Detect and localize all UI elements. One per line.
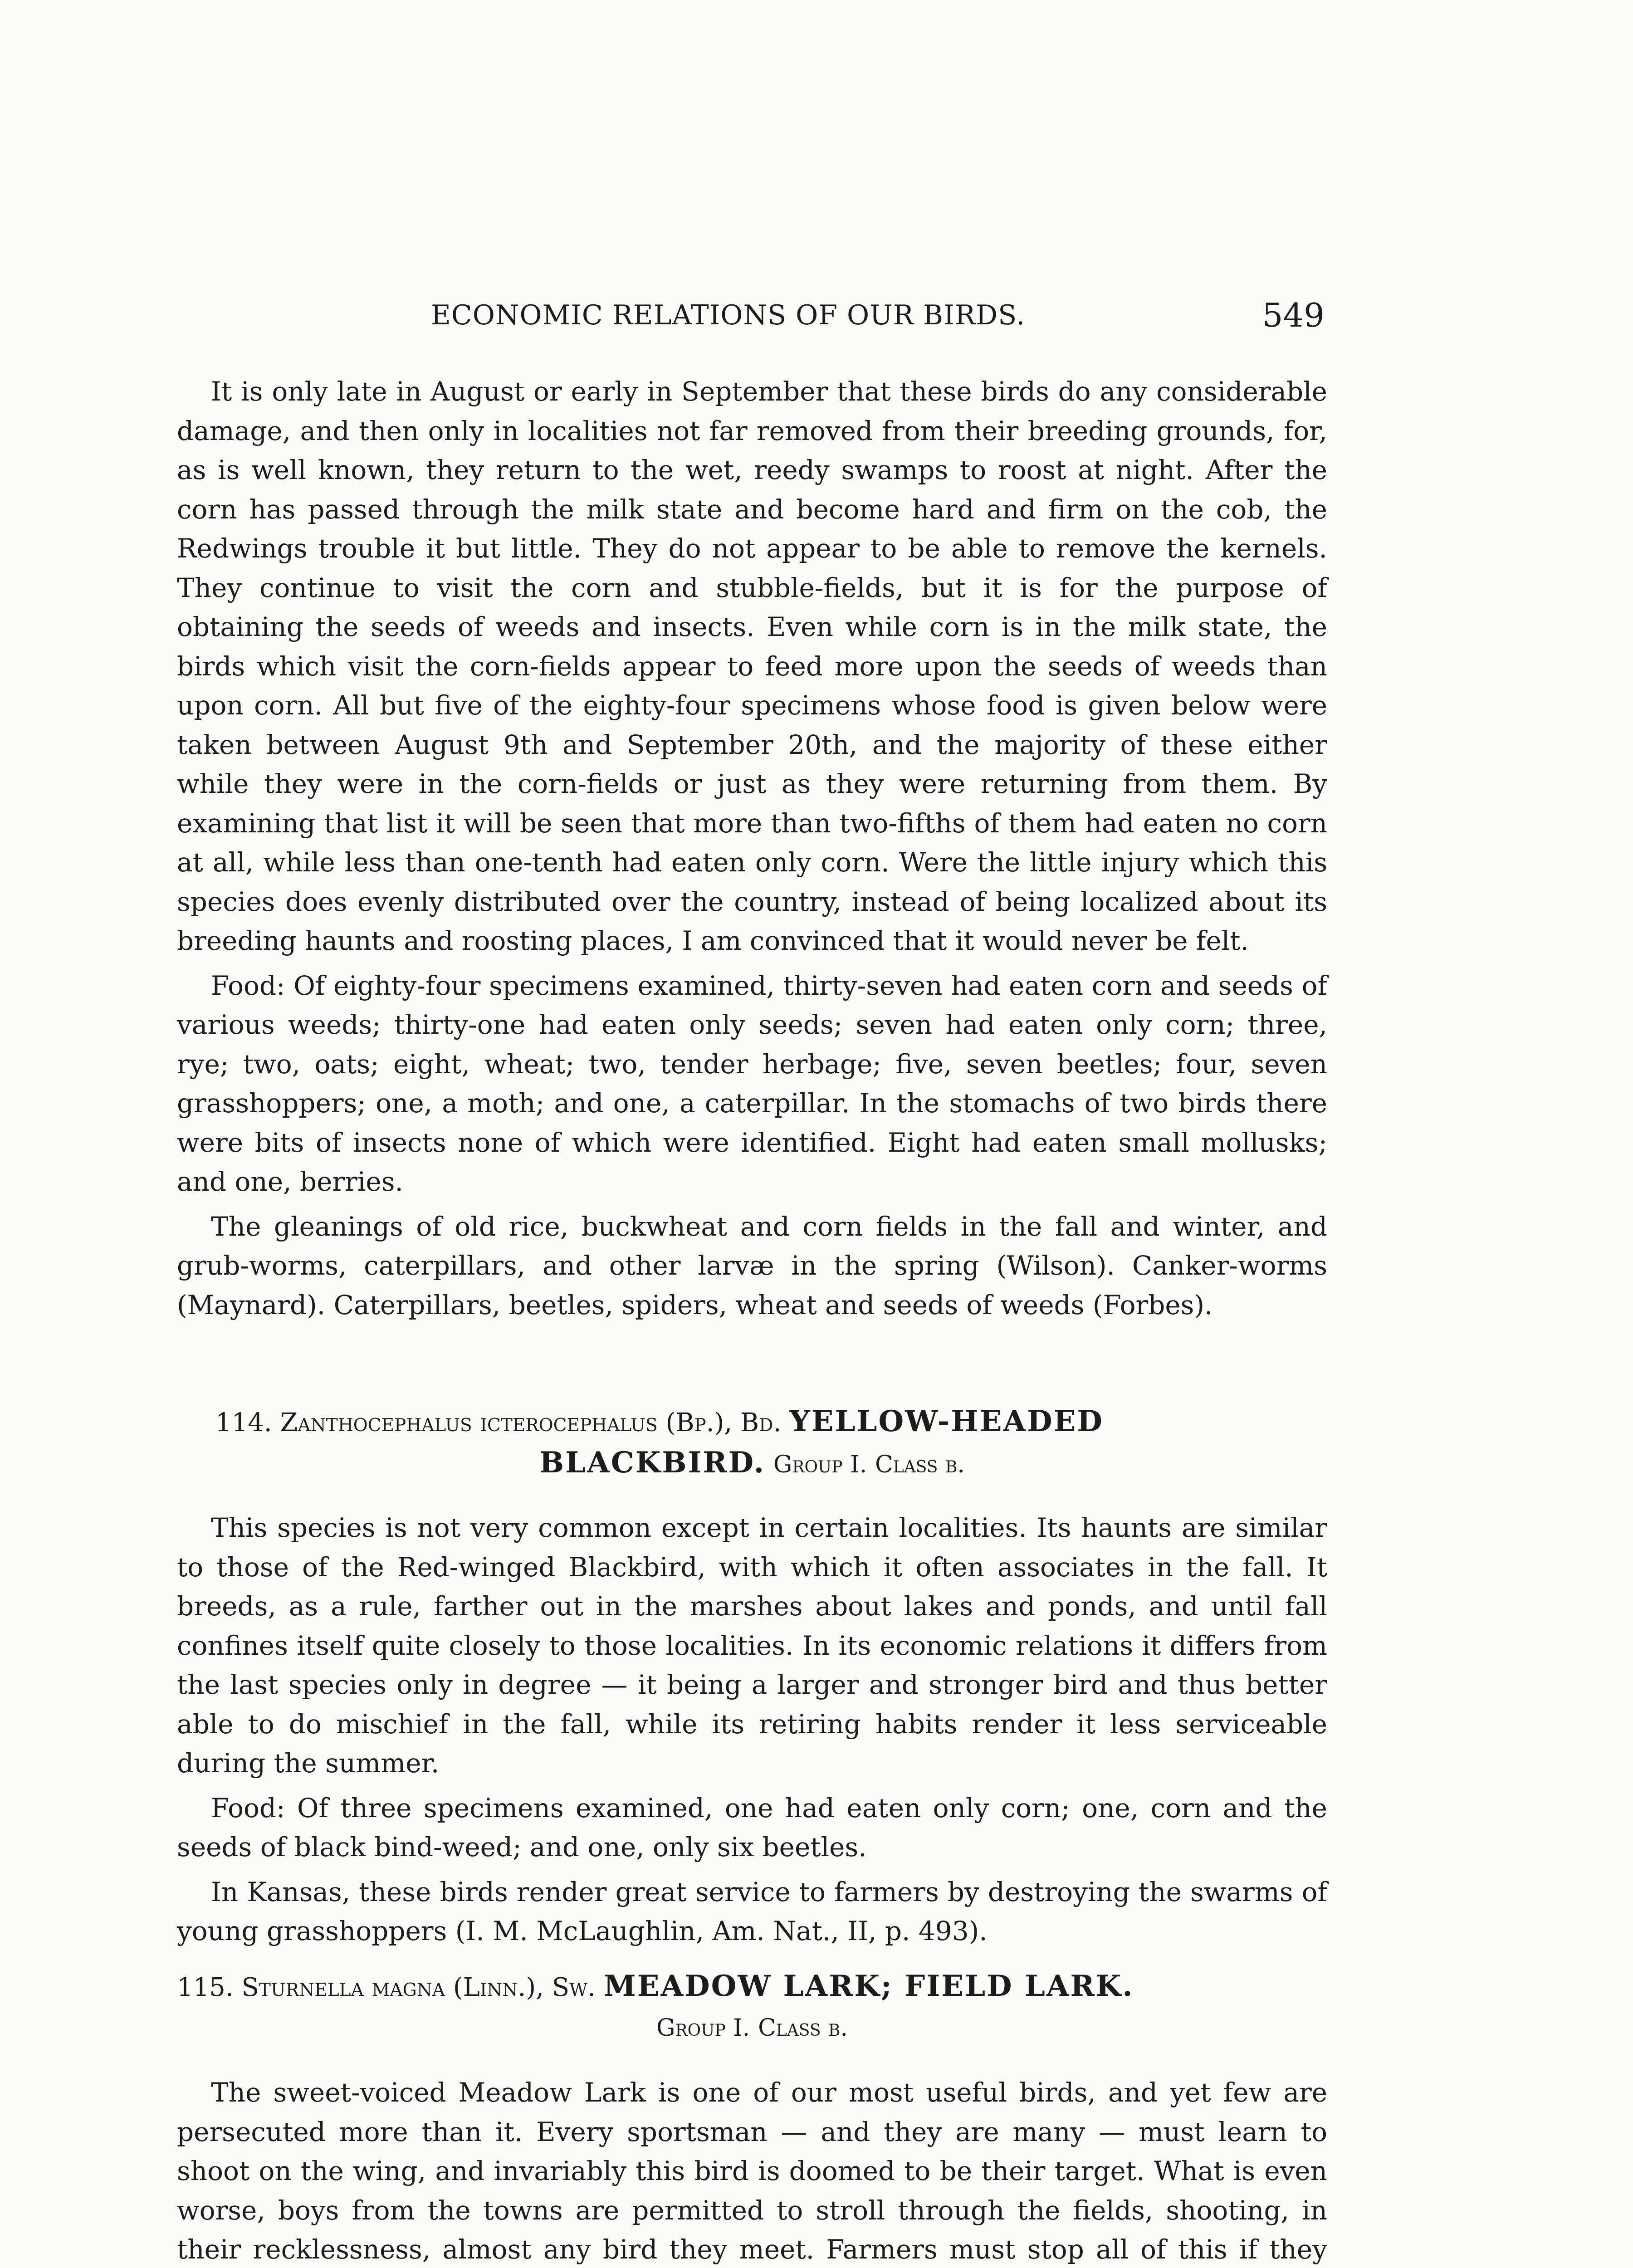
common-name-115: MEADOW LARK; FIELD LARK. xyxy=(603,1969,1134,2003)
running-title: ECONOMIC RELATIONS OF OUR BIRDS. xyxy=(431,299,1026,331)
redwing-paragraph-food: Food: Of eighty-four specimens examined, thirty-seven had eaten corn and seeds of various weeds; thirty-one had eaten only seeds; seven had eaten only corn; three, rye; two, oats; eight, wheat; two, tender herbage; five, seven beetles; four, seven grasshoppers; one, a moth; and one, a caterpillar. In the stomachs of two birds there were bits of insects none of which were identified. Eight had eaten small mollusks; and one, berries. xyxy=(177,970,1327,1197)
common-name-114-part2: BLACKBIRD. xyxy=(539,1446,766,1480)
redwing-paragraph-authorities: The gleanings of old rice, buckwheat and corn fields in the fall and winter, and grub-worms, caterpillars, and other larvæ in the spring (Wilson). Canker-worms (Maynard). Caterpillars, beetles, spiders, wheat and seeds of weeds (Forbes). xyxy=(177,1211,1327,1320)
common-name-114-part1: YELLOW-HEADED xyxy=(789,1404,1104,1438)
yellow-headed-section xyxy=(177,1508,1327,1956)
yellow-headed-paragraph-habits: This species is not very common except in certain localities. Its haunts are similar to those of the Red-winged Blackbird, with which it often associates in the fall. It breeds, as a rule, farther out in the marshes about lakes and ponds, and until fall confines itself quite closely to those localities. In its economic relations it differs from the last species only in degree — it being a larger and stronger bird and thus better able to do mischief in the fall, while its retiring habits render it less serviceable during the summer. xyxy=(177,1512,1327,1779)
class-114: Class b. xyxy=(875,1451,965,1478)
species-number-115: 115. xyxy=(177,1973,234,2002)
meadow-lark-section xyxy=(177,2073,1327,2268)
redwing-section xyxy=(177,372,1327,1330)
authority-114: (Bp.), Bd. xyxy=(665,1408,782,1437)
species-heading-114 xyxy=(177,1402,1327,1485)
species-number-114: 114. xyxy=(215,1408,272,1437)
species-heading-115 xyxy=(177,1966,1327,2048)
redwing-paragraph-damage: It is only late in August or early in September that these birds do any considerable damage, and then only in localities not far removed from their breeding grounds, for, as is well known, they return to the wet, reedy swamps to roost at night. After the corn has passed through the milk state and become hard and firm on the cob, the Redwings trouble it but little. They do not appear to be able to remove the kernels. They continue to visit the corn and stubble-fields, but it is for the purpose of obtaining the seeds of weeds and insects. Even while corn is in the milk state, the birds which visit the corn-fields appear to feed more upon the seeds of weeds than upon corn. All but five of the eighty-four specimens whose food is given below were taken between August 9th and September 20th, and the majority of these either while they were in the corn-fields or just as they were returning from them. By examining that list it will be seen that more than two-fifths of them had eaten no corn at all, while less than one-tenth had eaten only corn. Were the little injury which this species does evenly distributed over the country, instead of being localized about its breeding haunts and roosting places, I am convinced that it would never be felt. xyxy=(177,376,1327,956)
meadow-lark-paragraph-intro: The sweet-voiced Meadow Lark is one of our most useful birds, and yet few are persecuted more than it. Every sportsman — and they are many — must learn to shoot on the wing, and invariably this bird is doomed to be their target. What is even worse, boys from the towns are permitted to stroll through the fields, shooting, in their recklessness, almost any bird they meet. Farmers must stop all of this if they xyxy=(177,2077,1327,2265)
authority-115: (Linn.), Sw. xyxy=(453,1973,596,2002)
group-114: Group I. xyxy=(773,1451,867,1478)
class-115: Class b. xyxy=(758,2014,848,2042)
scientific-name-115: Sturnella magna xyxy=(241,1973,445,2002)
page-number: 549 xyxy=(1262,296,1325,334)
yellow-headed-paragraph-food: Food: Of three specimens examined, one had eaten only corn; one, corn and the seeds of black bind-weed; and one, only six beetles. xyxy=(177,1792,1327,1862)
group-115: Group I. xyxy=(656,2014,750,2042)
yellow-headed-paragraph-kansas: In Kansas, these birds render great service to farmers by destroying the swarms of young grasshoppers (I. M. McLaughlin, Am. Nat., II, p. 493). xyxy=(177,1876,1327,1946)
scientific-name-114: Zanthocephalus icterocephalus xyxy=(280,1408,658,1437)
